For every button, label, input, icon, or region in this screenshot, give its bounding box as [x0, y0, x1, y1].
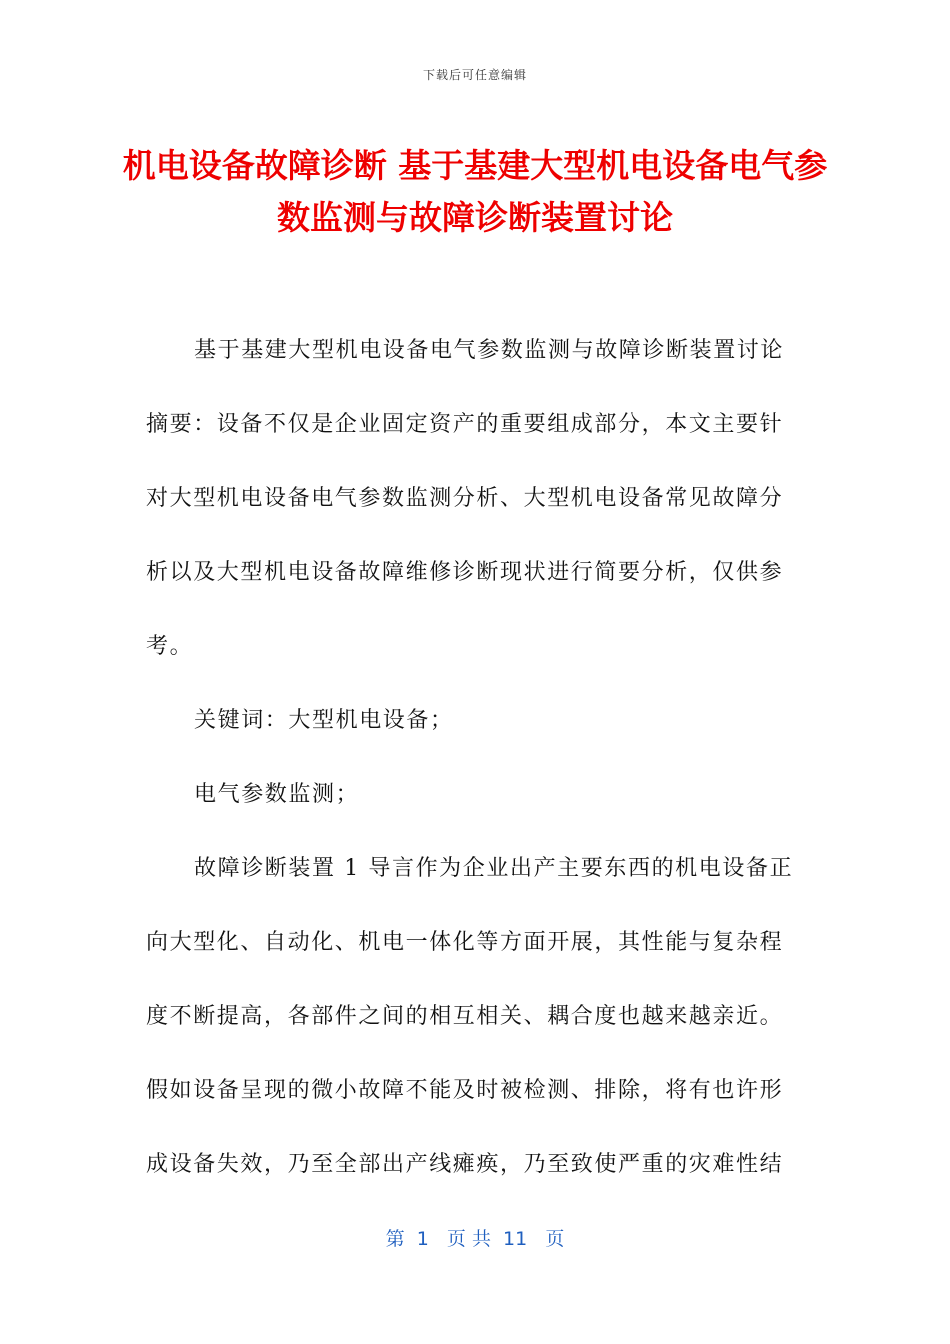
page-footer: 第 1 页 共 11 页 [385, 1228, 565, 1250]
paragraph-keywords: 关键词：大型机电设备； [194, 708, 454, 733]
header-note: 下载后可任意编辑 [422, 68, 527, 82]
paragraph-introduction: 故障诊断装置 1 导言作为企业出产主要东西的机电设备正向大型化、自动化、机电一体化等方面开展，其性能与复杂程度不断提高，各部件之间的相互相关、耦合度也越来越亲近。假如设备呈现的微小故障不能及时被检测、排除，将有也许形成设备失效，乃至全部出产线瘫痪，乃至致使严重的灾难性结 [146, 856, 794, 1177]
paragraph-abstract: 摘要：设备不仅是企业固定资产的重要组成部分，本文主要针对大型机电设备电气参数监测分析、大型机电设备常见故障分析以及大型机电设备故障维修诊断现状进行简要分析，仅供参考。 [146, 412, 784, 659]
document-body [146, 314, 806, 1202]
document-title: 机电设备故障诊断 基于基建大型机电设备电气参数监测与故障诊断装置讨论 [122, 146, 828, 237]
paragraph-subtitle: 基于基建大型机电设备电气参数监测与故障诊断装置讨论 [194, 338, 785, 363]
paragraph-keyword-2: 电气参数监测； [194, 782, 360, 807]
